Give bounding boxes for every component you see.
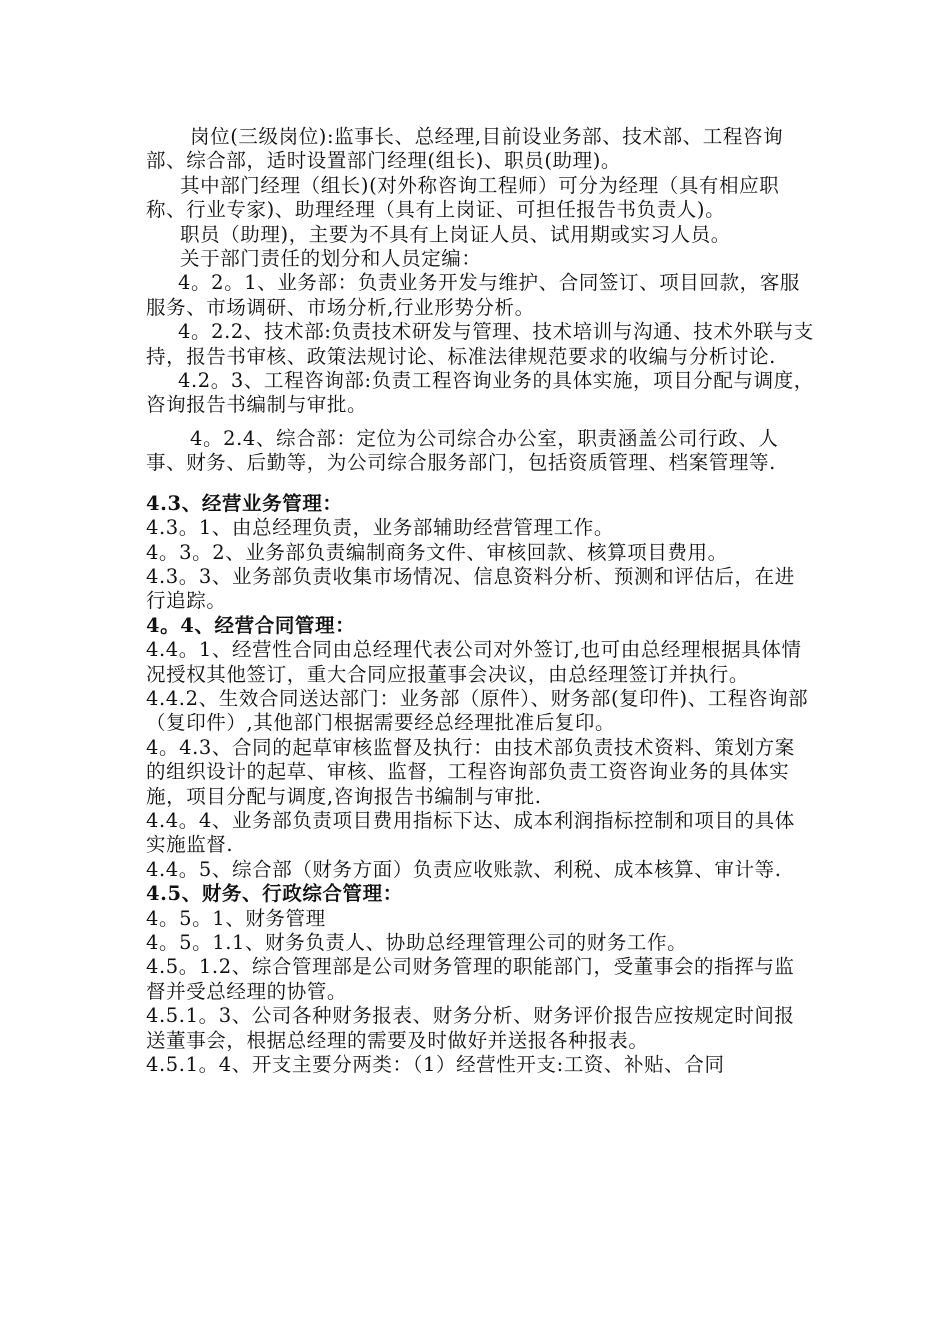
paragraph-4-5-1-1: 4。5。1.1、财务负责人、协助总经理管理公司的财务工作。 <box>146 931 688 954</box>
paragraph-4-2-2: 4。2.2、技术部:负责技术研发与管理、技术培训与沟通、技术外联与支持，报告书审核、政策法规讨论、标准法律规范要求的收编与分析讨论. <box>146 320 814 368</box>
paragraph-4-5-1: 4。5。1、财务管理 <box>146 906 326 930</box>
paragraph-positions: 岗位(三级岗位):监事长、总经理,目前设业务部、技术部、工程咨询部、综合部，适时设置部门经理(组长)、职员(助理)。 <box>146 125 784 173</box>
paragraph-4-4-4: 4.4。4、业务部负责项目费用指标下达、成本利润指标控制和项目的具体实施监督. <box>146 808 795 857</box>
paragraph-4-2-3: 4.2。3、工程咨询部:负责工程咨询业务的具体实施，项目分配与调度，咨询报告书编制与审批。 <box>146 369 814 417</box>
paragraph-4-4-5: 4.4。5、综合部（财务方面）负责应收账款、利税、成本核算、审计等. <box>146 857 782 881</box>
document-body <box>146 125 814 1077</box>
section-heading-4-4: 4。4、经营合同管理： <box>146 613 356 637</box>
paragraph-4-4-3: 4。4.3、合同的起草审核监督及执行：由技术部负责技术资料、策划方案的组织设计的起草、审核、监督，工程咨询部负责工资咨询业务的具体实施，项目分配与调度,咨询报告书编制与审批. <box>146 735 795 808</box>
paragraph-4-5-1-4: 4.5.1。4、开支主要分两类：（1）经营性开支:工资、补贴、合同 <box>146 1053 725 1077</box>
paragraph-4-3-1: 4.3。1、由总经理负责，业务部辅助经营管理工作。 <box>146 516 614 540</box>
paragraph-staff: 职员（助理)，主要为不具有上岗证人员、试用期或实习人员。 <box>180 222 731 246</box>
section-heading-4-5: 4.5、财务、行政综合管理： <box>146 882 403 906</box>
paragraph-4-4-1: 4.4。1、经营性合同由总经理代表公司对外签订,也可由总经理根据具体情况授权其他签订，重大合同应报董事会决议，由总经理签订并执行。 <box>146 638 802 686</box>
paragraph-4-2-1: 4。2。1、业务部：负责业务开发与维护、合同签订、项目回款，客服服务、市场调研、市场分析,行业形势分析。 <box>146 271 800 319</box>
paragraph-4-3-2: 4。3。2、业务部负责编制商务文件、审核回款、核算项目费用。 <box>146 540 728 564</box>
paragraph-4-2-4: 4。2.4、综合部：定位为公司综合办公室，职责涵盖公司行政、人事、财务、后勤等，为公司综合服务部门，包括资质管理、档案管理等. <box>146 426 779 475</box>
paragraph-4-3-3: 4.3。3、业务部负责收集市场情况、信息资料分析、预测和评估后，在进行追踪。 <box>146 564 795 613</box>
paragraph-4-4-2: 4.4.2、生效合同送达部门：业务部（原件）、财务部(复印件)、工程咨询部（复印件）,其他部门根据需要经总经理批准后复印。 <box>146 686 809 735</box>
paragraph-4-5-1-2: 4.5。1.2、综合管理部是公司财务管理的职能部门，受董事会的指挥与监督并受总经理的协管。 <box>146 955 795 1003</box>
paragraph-department-managers: 其中部门经理（组长)(对外称咨询工程师）可分为经理（具有相应职称、行业专家)、助理经理（具有上岗证、可担任报告书负责人)。 <box>146 173 780 222</box>
paragraph-4-5-1-3: 4.5.1。3、公司各种财务报表、财务分析、财务评价报告应按规定时间报送董事会，根据总经理的需要及时做好并送报各种报表。 <box>146 1004 795 1052</box>
section-heading-4-3: 4.3、经营业务管理： <box>146 491 343 515</box>
paragraph-responsibility-intro: 关于部门责任的划分和人员定编： <box>180 247 482 271</box>
